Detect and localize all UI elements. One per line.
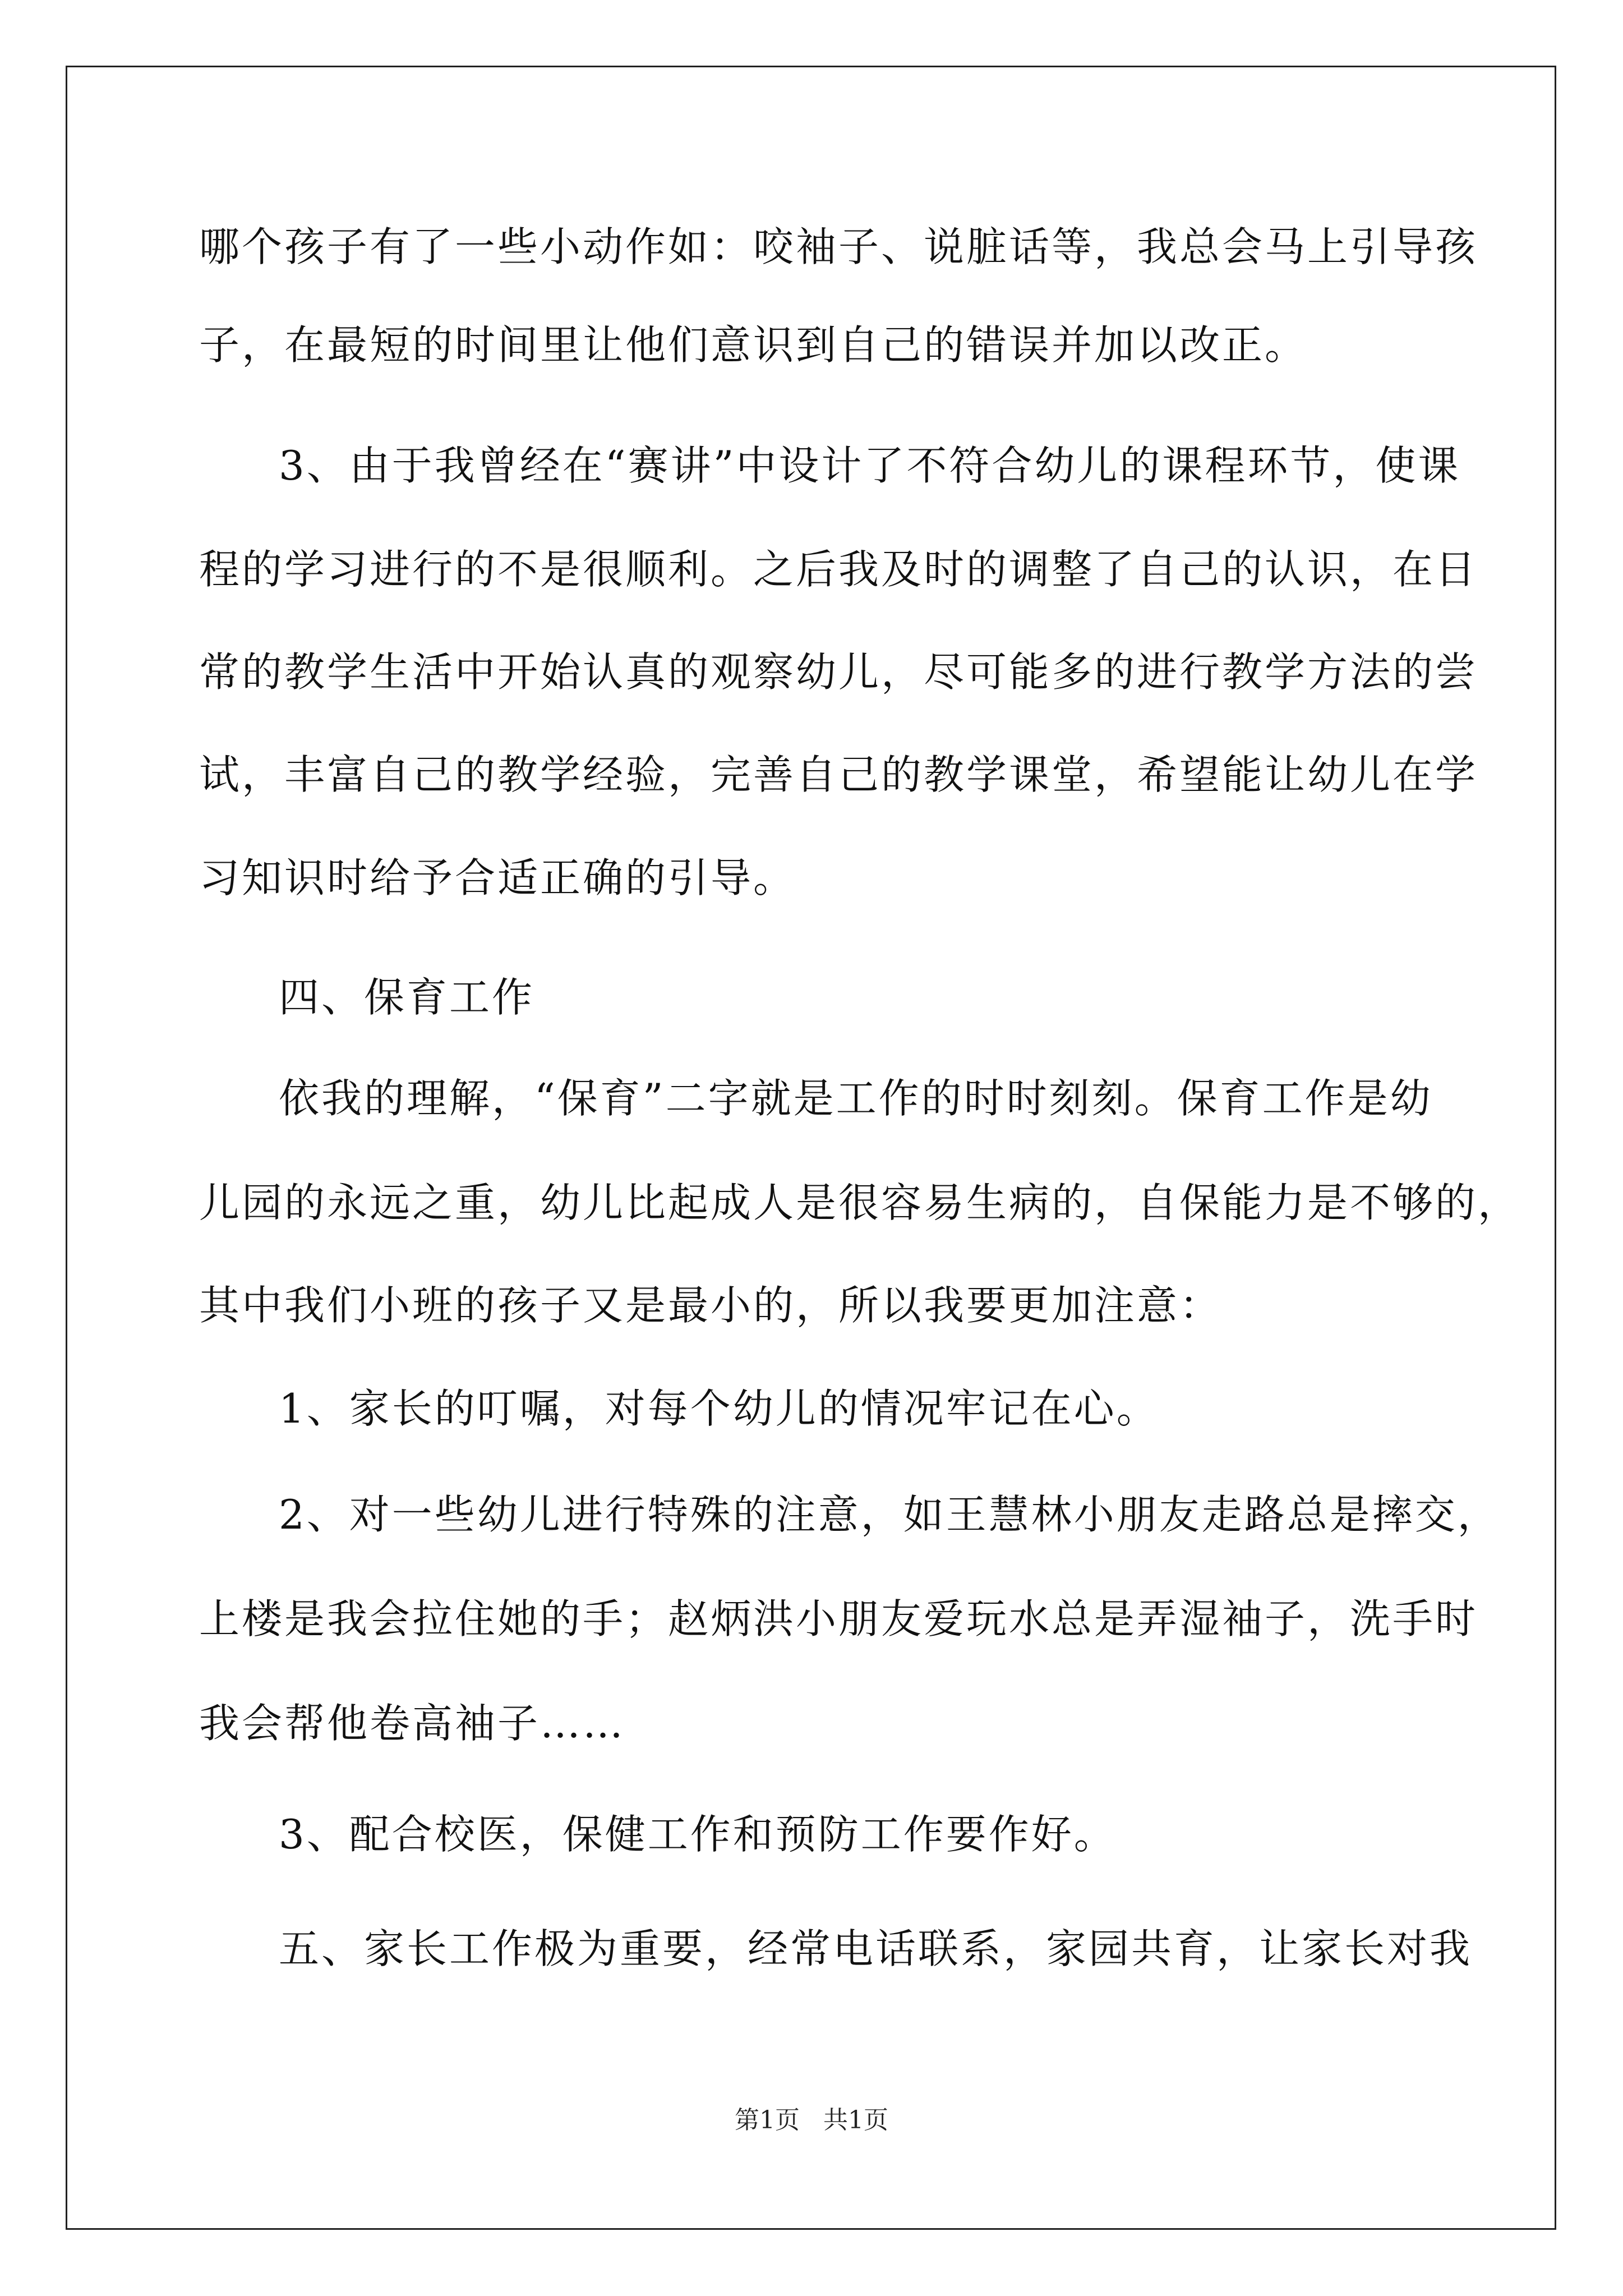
- text-line-1: 哪个孩子有了一些小动作如：咬袖子、说脏话等，我总会马上引导孩: [199, 223, 1478, 270]
- text-line-15: 我会帮他卷高袖子……: [199, 1700, 626, 1747]
- text-line-12: 1、家长的叮嘱，对每个幼儿的情况牢记在心。: [279, 1385, 1159, 1432]
- page-footer: 第1页 共1页: [735, 2106, 888, 2134]
- text-line-7: 习知识时给予合适正确的引导。: [199, 854, 796, 901]
- text-line-10: 儿园的永远之重，幼儿比起成人是很容易生病的，自保能力是不够的，: [199, 1179, 1521, 1226]
- section-heading-four: 四、保育工作: [279, 974, 535, 1021]
- text-line-13: 2、对一些幼儿进行特殊的注意，如王慧林小朋友走路总是摔交，: [279, 1491, 1500, 1538]
- text-line-14: 上楼是我会拉住她的手；赵炳洪小朋友爱玩水总是弄湿袖子，洗手时: [199, 1595, 1478, 1642]
- text-line-11: 其中我们小班的孩子又是最小的，所以我要更加注意：: [199, 1282, 1223, 1329]
- page-border: [66, 66, 1556, 2230]
- text-line-4: 程的学习进行的不是很顺利。之后我及时的调整了自己的认识，在日: [199, 546, 1478, 593]
- text-line-17: 五、家长工作极为重要，经常电话联系，家园共育，让家长对我: [279, 1925, 1473, 1972]
- text-line-9: 依我的理解，“保育”二字就是工作的时时刻刻。保育工作是幼: [279, 1075, 1433, 1122]
- text-line-5: 常的教学生活中开始认真的观察幼儿，尽可能多的进行教学方法的尝: [199, 648, 1478, 696]
- text-line-16: 3、配合校医，保健工作和预防工作要作好。: [279, 1811, 1117, 1858]
- text-line-6: 试，丰富自己的教学经验，完善自己的教学课堂，希望能让幼儿在学: [199, 751, 1478, 798]
- text-line-2: 子，在最短的时间里让他们意识到自己的错误并加以改正。: [199, 321, 1308, 369]
- text-line-3: 3、由于我曾经在“赛讲”中设计了不符合幼儿的课程环节，使课: [279, 442, 1461, 489]
